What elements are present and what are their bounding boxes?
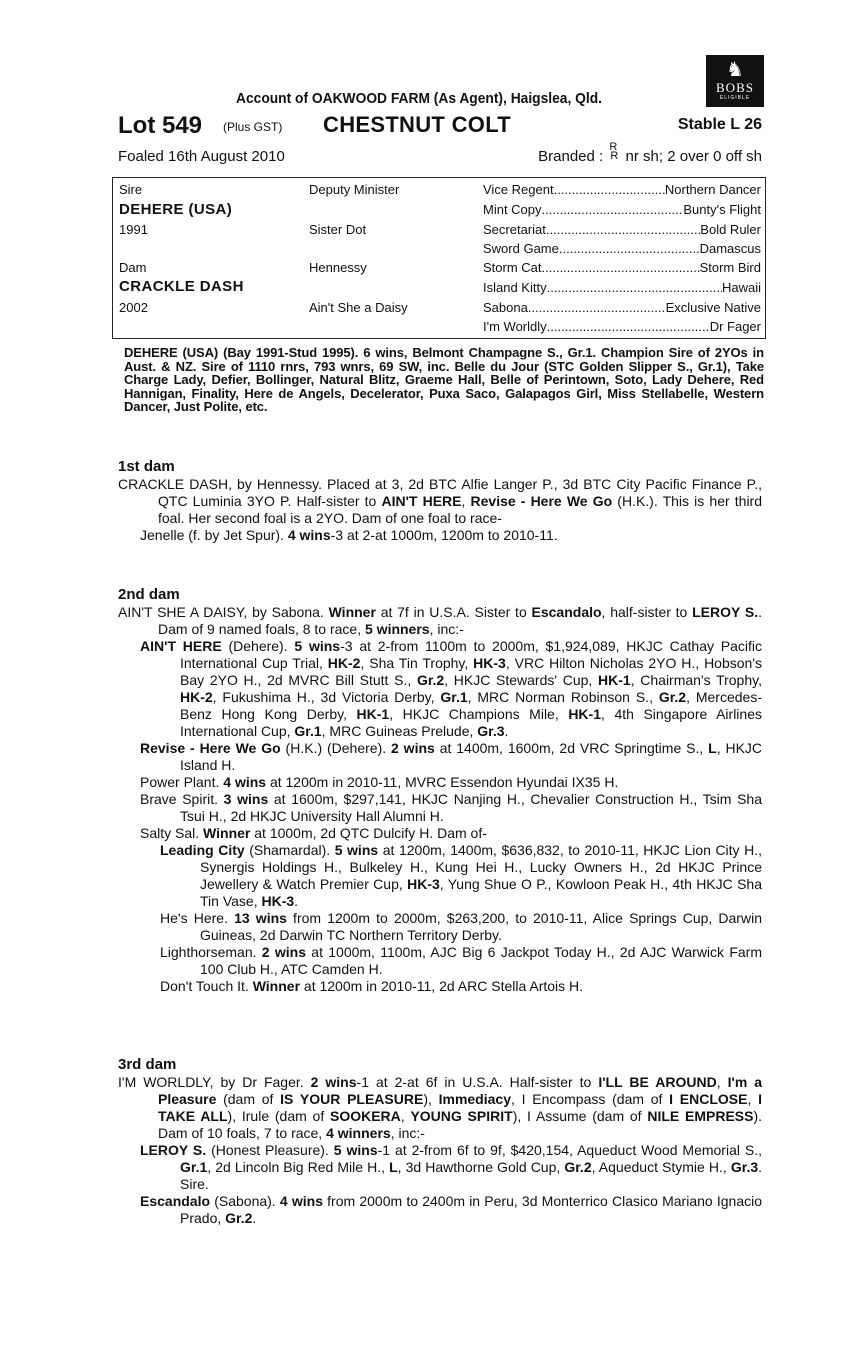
ancestor-row bbox=[483, 300, 761, 315]
dam-year: 2002 bbox=[119, 300, 148, 315]
ancestor-right: Bunty's Flight bbox=[683, 202, 761, 217]
logo-text: BOBS bbox=[716, 80, 754, 95]
pedigree-table bbox=[112, 177, 766, 339]
consignor-account: Account of OAKWOOD FARM (As Agent), Haigslea, Qld. bbox=[236, 90, 602, 107]
second-dam-text: AIN'T SHE A DAISY, by Sabona. Winner at 7f in U.S.A. Sister to Escandalo, half-sister to LEROY S.. Dam of 9 named foals, 8 to race, 5 winners, inc:- AIN'T HERE (Dehere). 5 wins-3 at 2-from 1100m to 2000m, $1,924,089, HKJC Cathay Pacific International Cup Trial, HK-2, Sha Tin Trophy, HK-3, VRC Hilton Nicholas 2YO H., Hobson's Bay 2YO H., 2d MVRC Bill Stutt S., Gr.2, HKJC Stewards' Cup, HK-1, Chairman's Trophy, HK-2, Fukushima H., 3d Victoria Derby, Gr.1, MRC Norman Robinson S., Gr.2, Mercedes-Benz Hong Kong Derby, HK-1, HKJC Champions Mile, HK-1, 4th Singapore Airlines International Cup, Gr.1, MRC Guineas Prelude, Gr.3. Revise - Here We Go (H.K.) (Dehere). 2 wins at 1400m, 1600m, 2d VRC Springtime S., L, HKJC Island H. Power Plant. 4 wins at 1200m in 2010-11, MVRC Essendon Hyundai IX35 H. Brave Spirit. 3 wins at 1600m, $297,141, HKJC Nanjing H., Chevalier Construction H., Tsim Sha Tsui H., 2d HKJC University Hall Alumni H. Salty Sal. Winner at 1000m, 2d QTC Dulcify H. Dam of- Leading City (Shamardal). 5 wins at 1200m, 1400m, $636,832, to 2010-11, HKJC Lion City H., Synergis Holdings H., Bulkeley H., Kung Hei H., Lucky Owners H., 2d HKJC Prince Jewellery & Watch Premier Cup, HK-3, Yung Shue O P., Kowloon Peak H., 4th HKJC Sha Tin Vase, HK-3. He's Here. 13 wins from 1200m to 2000m, $263,200, to 2010-11, Alice Springs Cup, Darwin Guineas, 2d Darwin TC Northern Territory Derby. Lighthorseman. 2 wins at 1000m, 1100m, AJC Big 6 Jackpot Today H., 2d AJC Warwick Farm 100 Club H., ATC Camden H. Don't Touch It. Winner at 1200m in 2010-11, 2d ARC Stella Artois H. bbox=[118, 604, 763, 994]
lot-gst-note: (Plus GST) bbox=[223, 120, 283, 134]
lot-title: CHESTNUT COLT bbox=[323, 112, 512, 137]
sire-label: Sire bbox=[119, 182, 143, 197]
second-dam-heading: 2nd dam bbox=[118, 586, 180, 603]
first-dam-heading: 1st dam bbox=[118, 458, 175, 475]
ancestor-left: Vice Regent bbox=[483, 182, 554, 197]
dam-sire: Hennessy bbox=[309, 260, 367, 275]
logo-subtext: ELIGIBLE bbox=[719, 95, 751, 101]
sire-sire: Deputy Minister bbox=[309, 182, 400, 197]
branded-prefix: Branded : bbox=[538, 148, 604, 165]
dam-dam: Ain't She a Daisy bbox=[309, 300, 408, 315]
ancestor-right: Exclusive Native bbox=[665, 300, 761, 315]
ancestor-right: Damascus bbox=[699, 241, 761, 256]
lot-number: Lot 549 bbox=[118, 112, 203, 139]
first-dam-text: CRACKLE DASH, by Hennessy. Placed at 3, 2d BTC Alfie Langer P., 3d BTC City Pacific Finance P., QTC Luminia 3YO P. Half-sister to AIN'T HERE, Revise - Here We Go (H.K.). This is her third foal. Her second foal is a 2YO. Dam of one foal to race- Jenelle (f. by Jet Spur). 4 wins-3 at 2-at 1000m, 1200m to 2010-11. bbox=[118, 476, 763, 543]
ancestor-right: Bold Ruler bbox=[700, 222, 761, 237]
ancestor-row bbox=[483, 260, 761, 275]
ancestor-left: Island Kitty bbox=[483, 280, 547, 295]
bobs-eligible-logo bbox=[706, 55, 764, 107]
third-dam-heading: 3rd dam bbox=[118, 1056, 177, 1073]
branded-suffix: nr sh; 2 over 0 off sh bbox=[625, 148, 762, 165]
ancestor-right: Hawaii bbox=[721, 280, 761, 295]
ancestor-row bbox=[483, 280, 761, 295]
sire-name: DEHERE (USA) bbox=[119, 201, 233, 218]
ancestor-row bbox=[483, 202, 761, 217]
ancestor-left: Sword Game bbox=[483, 241, 559, 256]
sire-dam: Sister Dot bbox=[309, 222, 367, 237]
sire-year: 1991 bbox=[119, 222, 148, 237]
ancestor-row bbox=[483, 319, 761, 334]
ancestor-row bbox=[483, 182, 761, 197]
ancestor-row bbox=[483, 241, 761, 256]
branded-info bbox=[538, 141, 762, 165]
ancestor-right: Dr Fager bbox=[709, 319, 761, 334]
foaled-date: Foaled 16th August 2010 bbox=[118, 148, 285, 165]
stable-number: Stable L 26 bbox=[677, 116, 762, 133]
ancestor-left: I'm Worldly bbox=[483, 319, 547, 334]
sire-summary: DEHERE (USA) (Bay 1991-Stud 1995). 6 wins, Belmont Champagne S., Gr.1. Champion Sire of 2YOs in Aust. & NZ. Sire of 1110 rnrs, 793 wnrs, 69 SW, inc. Belle du Jour (STC Golden Slipper S., Gr.1), Take Charge Lady, Defier, Bollinger, Natural Blitz, Graeme Hall, Belle of Perintown, Soto, Lady Dehere, Red Hannigan, Finality, Here de Angels, Decelerator, Puxa Saco, Galapagos Girl, Miss Stellabelle, Western Dancer, Just Polite, etc. bbox=[124, 345, 764, 414]
ancestor-right: Storm Bird bbox=[699, 260, 761, 275]
ancestor-row bbox=[483, 222, 761, 237]
ancestor-left: Secretariat bbox=[483, 222, 546, 237]
ancestor-left: Sabona bbox=[483, 300, 528, 315]
dam-name: CRACKLE DASH bbox=[119, 278, 244, 295]
dam-label: Dam bbox=[119, 260, 147, 275]
third-dam-text: I'M WORLDLY, by Dr Fager. 2 wins-1 at 2-at 6f in U.S.A. Half-sister to I'LL BE AROUND, I'm a Pleasure (dam of IS YOUR PLEASURE), Immediacy, I Encompass (dam of I ENCLOSE, I TAKE ALL), Irule (dam of SOOKERA, YOUNG SPIRIT), I Assume (dam of NILE EMPRESS). Dam of 10 foals, 7 to race, 4 winners, inc:- LEROY S. (Honest Pleasure). 5 wins-1 at 2-from 6f to 9f, $420,154, Aqueduct Wood Memorial S., Gr.1, 2d Lincoln Big Red Mile H., L, 3d Hawthorne Gold Cup, Gr.2, Aqueduct Stymie H., Gr.3. Sire. Escandalo (Sabona). 4 wins from 2000m to 2400m in Peru, 3d Monterrico Clasico Mariano Ignacio Prado, Gr.2. bbox=[118, 1074, 763, 1226]
horse-icon: ♞ bbox=[726, 59, 744, 81]
ancestor-left: Storm Cat bbox=[483, 260, 542, 275]
lot-line bbox=[118, 112, 762, 138]
brand-mark-icon: R R bbox=[609, 141, 619, 162]
ancestor-right: Northern Dancer bbox=[664, 182, 761, 197]
ancestor-left: Mint Copy bbox=[483, 202, 542, 217]
